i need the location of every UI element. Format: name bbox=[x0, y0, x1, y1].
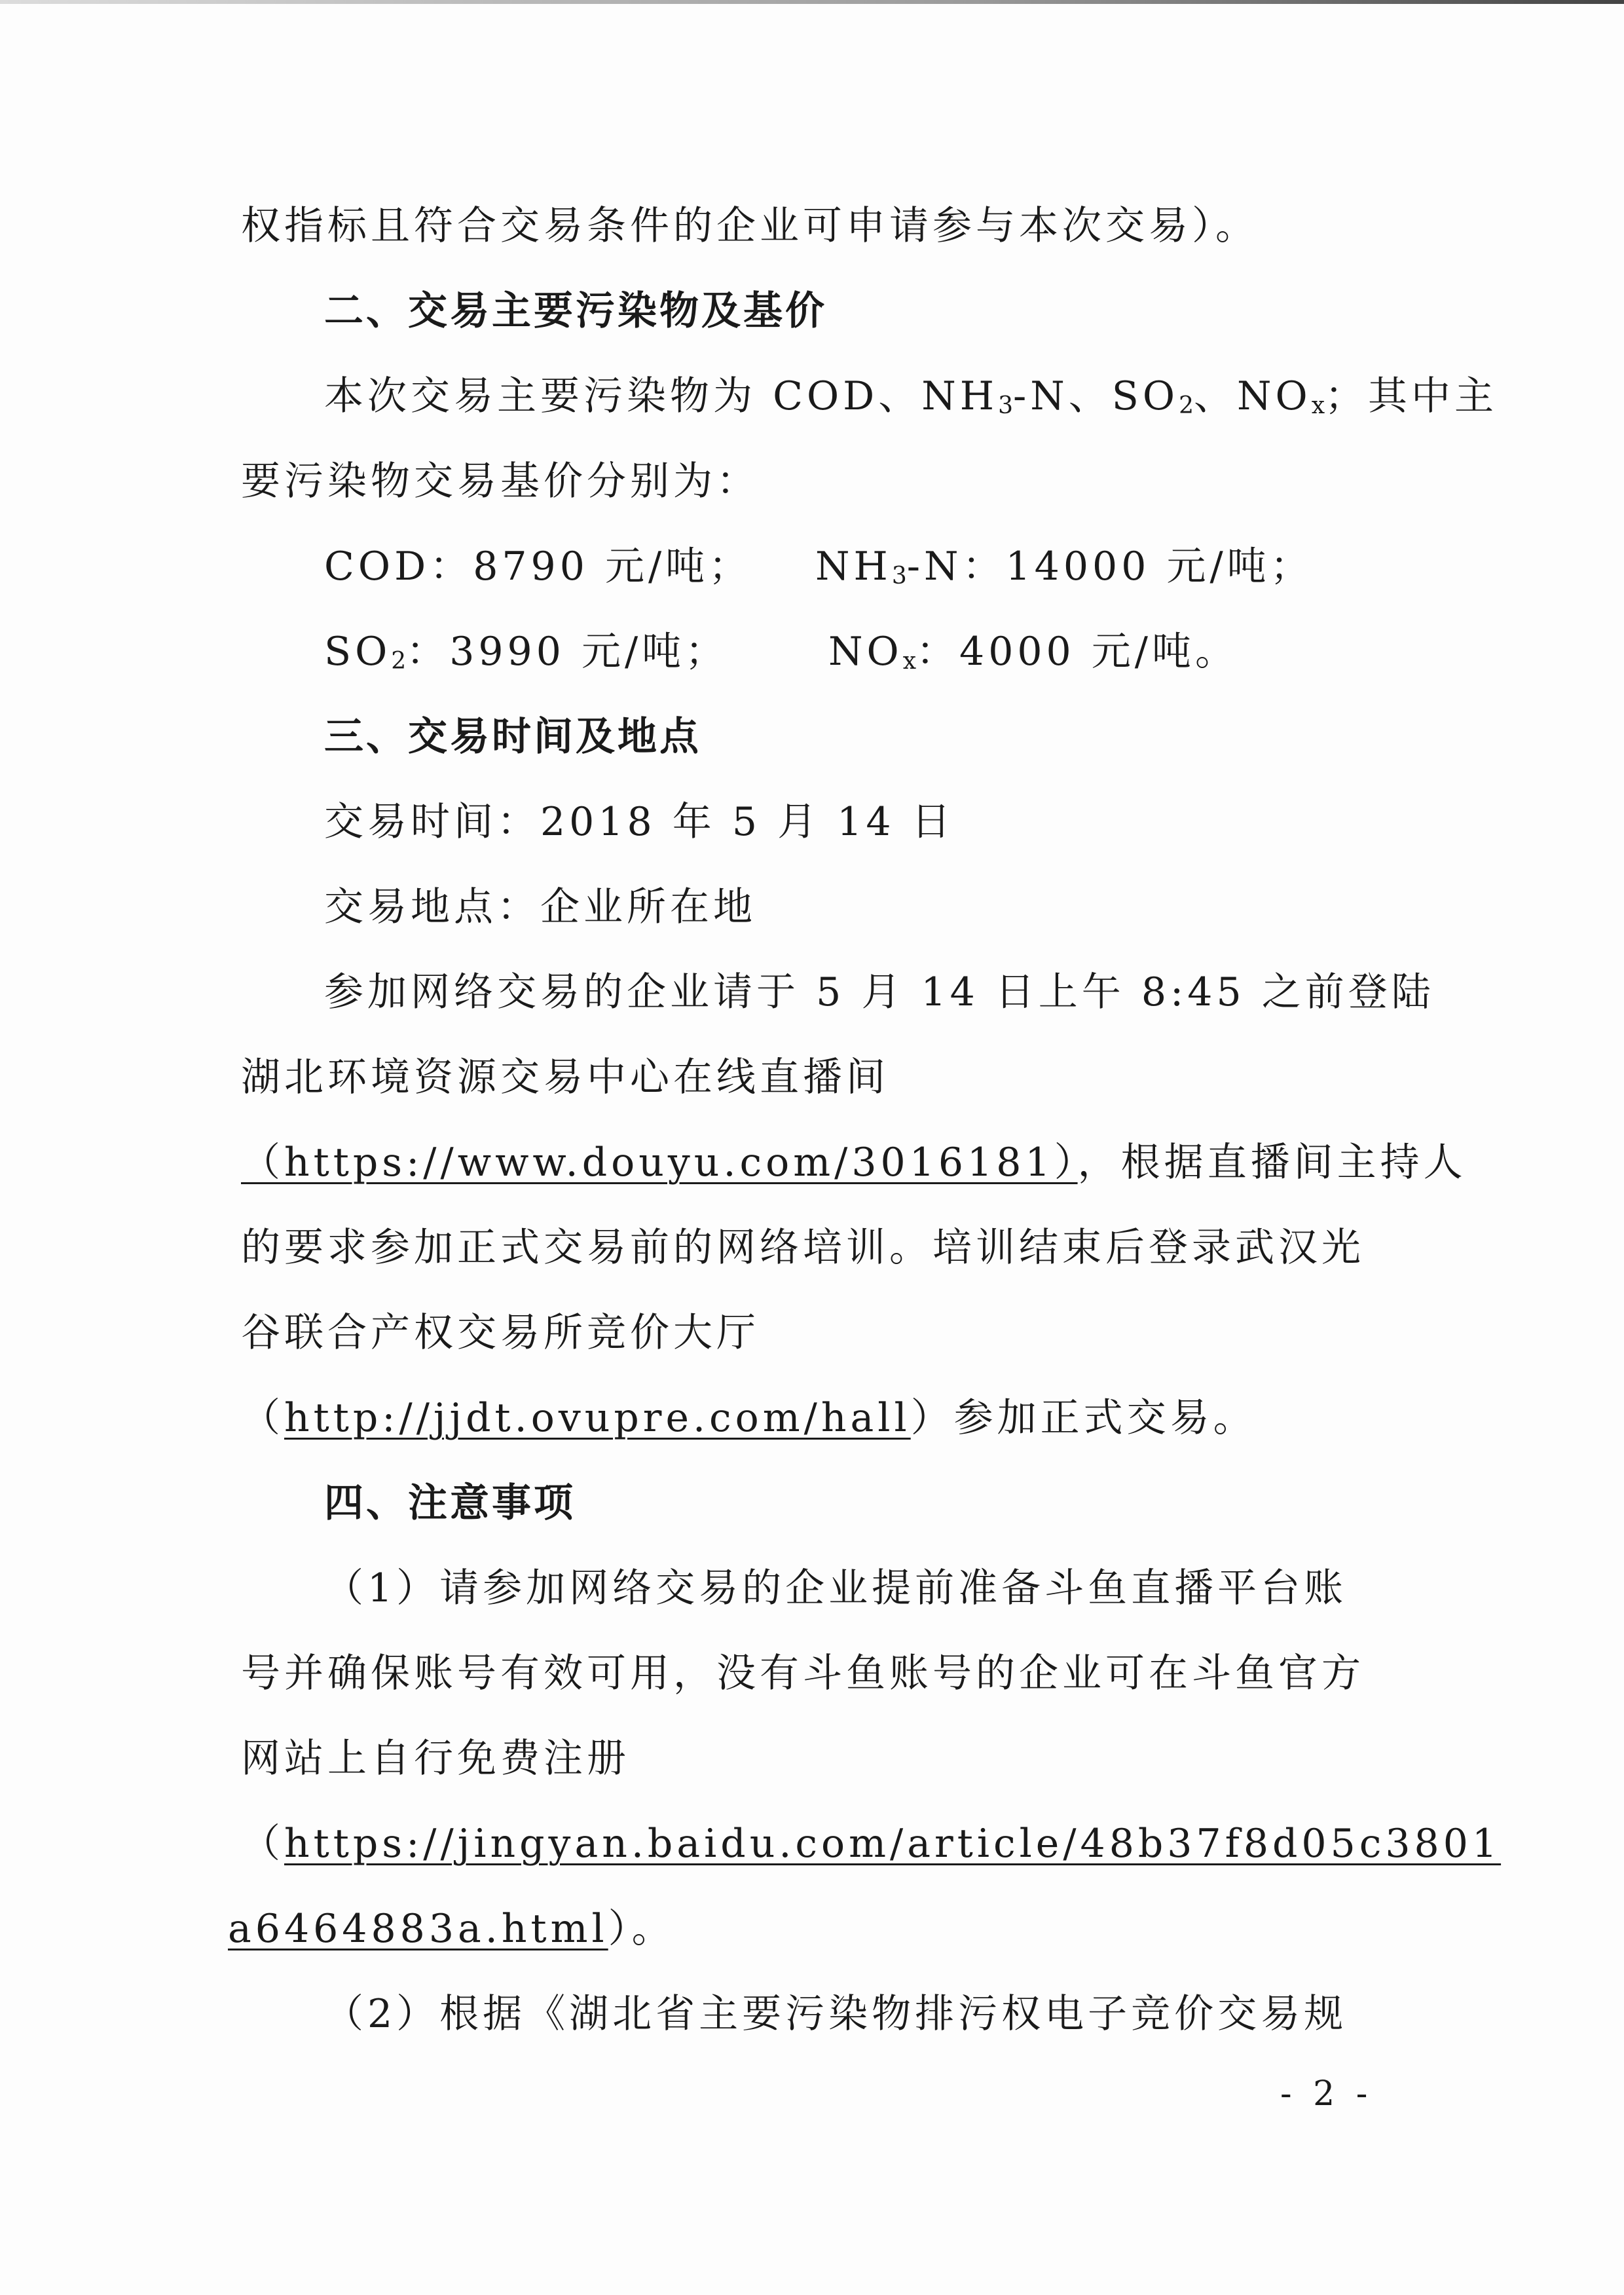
paragraph-line: 要污染物交易基价分别为： bbox=[241, 458, 760, 504]
paragraph-line: 谷联合产权交易所竞价大厅 bbox=[241, 1310, 760, 1356]
section-heading-4: 四、注意事项 bbox=[324, 1480, 576, 1526]
paragraph-line: 权指标且符合交易条件的企业可申请参与本次交易）。 bbox=[241, 203, 1259, 249]
paragraph-line: （https://jingyan.baidu.com/article/48b37f8d05c3801 bbox=[241, 1821, 1502, 1867]
paragraph-line: （http://jjdt.ovupre.com/hall）参加正式交易。 bbox=[241, 1395, 1257, 1441]
trade-time: 交易时间：2018 年 5 月 14 日 bbox=[324, 799, 955, 845]
paragraph-line: （https://www.douyu.com/3016181），根据直播间主持人 bbox=[241, 1140, 1467, 1185]
trade-place: 交易地点：企业所在地 bbox=[324, 884, 756, 930]
paragraph-line: （1）请参加网络交易的企业提前准备斗鱼直播平台账 bbox=[324, 1565, 1348, 1611]
section-heading-2: 二、交易主要污染物及基价 bbox=[324, 288, 827, 334]
paragraph-line: 的要求参加正式交易前的网络培训。培训结束后登录武汉光 bbox=[241, 1225, 1365, 1271]
price-so2: $SO_2$：3990 元/吨； bbox=[324, 629, 729, 675]
paragraph-line: 号并确保账号有效可用，没有斗鱼账号的企业可在斗鱼官方 bbox=[241, 1651, 1365, 1696]
paragraph-line: a6464883a.html）。 bbox=[228, 1906, 675, 1952]
paragraph-line: 本次交易主要污染物为 COD、$NH_3-N$、$SO_2$、$NO_x$；其中主 bbox=[324, 373, 1498, 419]
price-nh3n: $NH_3-N$：14000 元/吨； bbox=[815, 544, 1314, 589]
paragraph-line: 湖北环境资源交易中心在线直播间 bbox=[241, 1054, 889, 1100]
baidu-guide-link-cont[interactable]: a6464883a.html bbox=[228, 1906, 608, 1952]
page-number: - 2 - bbox=[1280, 2074, 1373, 2114]
ovupre-hall-link[interactable]: http://jjdt.ovupre.com/hall bbox=[284, 1395, 911, 1441]
paragraph-line: 网站上自行免费注册 bbox=[241, 1736, 630, 1782]
baidu-guide-link[interactable]: https://jingyan.baidu.com/article/48b37f8d05c3801 bbox=[284, 1821, 1502, 1867]
douyu-link[interactable]: （https://www.douyu.com/3016181） bbox=[241, 1140, 1078, 1185]
price-cod: COD：8790 元/吨； bbox=[324, 544, 752, 589]
paragraph-line: 参加网络交易的企业请于 5 月 14 日上午 8:45 之前登陆 bbox=[324, 969, 1435, 1015]
scan-edge-line bbox=[0, 0, 1624, 4]
price-nox: $NO_x$：4000 元/吨。 bbox=[828, 629, 1238, 675]
paragraph-line: （2）根据《湖北省主要污染物排污权电子竞价交易规 bbox=[324, 1991, 1348, 2037]
section-heading-3: 三、交易时间及地点 bbox=[324, 714, 701, 760]
